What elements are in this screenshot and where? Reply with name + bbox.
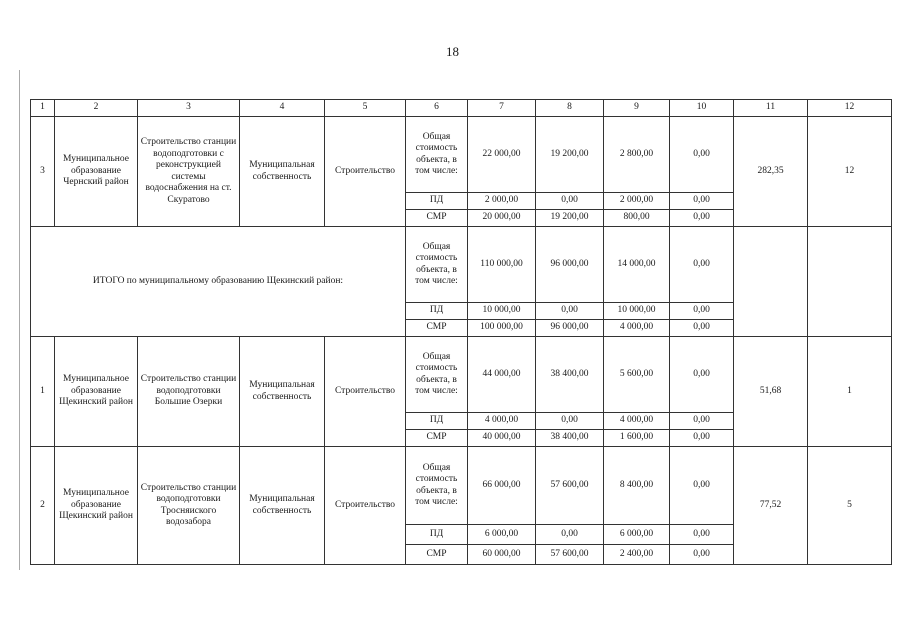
- value-cell: 0,00: [670, 430, 734, 447]
- smr-label: СМР: [406, 545, 468, 565]
- value-cell: 4 000,00: [604, 413, 670, 430]
- row-number: 3: [31, 117, 55, 227]
- header-cell: 9: [604, 100, 670, 117]
- value-cell: 5 600,00: [604, 337, 670, 413]
- value-cell: 0,00: [670, 545, 734, 565]
- municipality-cell: Муниципальное образование Щекинский район: [55, 337, 138, 447]
- value-cell: 10 000,00: [604, 303, 670, 320]
- value-cell: 0,00: [536, 303, 604, 320]
- col12-cell: [808, 227, 892, 337]
- value-cell: 0,00: [536, 525, 604, 545]
- value-cell: 0,00: [670, 210, 734, 227]
- value-cell: 96 000,00: [536, 320, 604, 337]
- value-cell: 0,00: [670, 303, 734, 320]
- header-cell: 5: [325, 100, 406, 117]
- value-cell: 57 600,00: [536, 447, 604, 525]
- value-cell: 19 200,00: [536, 210, 604, 227]
- cost-label: Общая стоимость объекта, в том числе:: [406, 447, 468, 525]
- smr-label: СМР: [406, 320, 468, 337]
- value-cell: 0,00: [536, 193, 604, 210]
- page-number: 18: [446, 44, 459, 59]
- col11-cell: 282,35: [734, 117, 808, 227]
- value-cell: 6 000,00: [604, 525, 670, 545]
- col12-cell: 5: [808, 447, 892, 565]
- value-cell: 14 000,00: [604, 227, 670, 303]
- value-cell: 60 000,00: [468, 545, 536, 565]
- pd-label: ПД: [406, 413, 468, 430]
- header-cell: 7: [468, 100, 536, 117]
- header-cell: 1: [31, 100, 55, 117]
- value-cell: 0,00: [670, 193, 734, 210]
- value-cell: 0,00: [670, 227, 734, 303]
- ownership-cell: Муниципальная собственность: [240, 337, 325, 447]
- cost-label: Общая стоимость объекта, в том числе:: [406, 337, 468, 413]
- value-cell: 4 000,00: [604, 320, 670, 337]
- total-label: ИТОГО по муниципальному образованию Щекинский район:: [31, 227, 406, 337]
- investment-table: [30, 99, 892, 565]
- value-cell: 2 000,00: [468, 193, 536, 210]
- value-cell: 96 000,00: [536, 227, 604, 303]
- table-row: [31, 337, 892, 413]
- smr-label: СМР: [406, 430, 468, 447]
- value-cell: 100 000,00: [468, 320, 536, 337]
- value-cell: 20 000,00: [468, 210, 536, 227]
- pd-label: ПД: [406, 193, 468, 210]
- value-cell: 40 000,00: [468, 430, 536, 447]
- value-cell: 4 000,00: [468, 413, 536, 430]
- header-cell: 11: [734, 100, 808, 117]
- col11-cell: [734, 227, 808, 337]
- pd-label: ПД: [406, 303, 468, 320]
- header-cell: 12: [808, 100, 892, 117]
- value-cell: 800,00: [604, 210, 670, 227]
- object-cell: Строительство станции водоподготовки Большие Озерки: [138, 337, 240, 447]
- value-cell: 57 600,00: [536, 545, 604, 565]
- municipality-cell: Муниципальное образование Чернский район: [55, 117, 138, 227]
- municipality-cell: Муниципальное образование Щекинский район: [55, 447, 138, 565]
- header-cell: 2: [55, 100, 138, 117]
- value-cell: 66 000,00: [468, 447, 536, 525]
- pd-label: ПД: [406, 525, 468, 545]
- ownership-cell: Муниципальная собственность: [240, 447, 325, 565]
- value-cell: 38 400,00: [536, 430, 604, 447]
- value-cell: 19 200,00: [536, 117, 604, 193]
- col11-cell: 77,52: [734, 447, 808, 565]
- value-cell: 0,00: [670, 337, 734, 413]
- value-cell: 38 400,00: [536, 337, 604, 413]
- value-cell: 110 000,00: [468, 227, 536, 303]
- work-type-cell: Строительство: [325, 447, 406, 565]
- header-row: [31, 100, 892, 117]
- smr-label: СМР: [406, 210, 468, 227]
- header-cell: 8: [536, 100, 604, 117]
- ownership-cell: Муниципальная собственность: [240, 117, 325, 227]
- value-cell: 0,00: [670, 525, 734, 545]
- value-cell: 0,00: [670, 447, 734, 525]
- table-row: [31, 117, 892, 193]
- value-cell: 6 000,00: [468, 525, 536, 545]
- value-cell: 22 000,00: [468, 117, 536, 193]
- value-cell: 44 000,00: [468, 337, 536, 413]
- value-cell: 0,00: [670, 117, 734, 193]
- header-cell: 10: [670, 100, 734, 117]
- value-cell: 0,00: [670, 413, 734, 430]
- margin-line: [19, 70, 20, 570]
- value-cell: 1 600,00: [604, 430, 670, 447]
- value-cell: 0,00: [536, 413, 604, 430]
- header-cell: 3: [138, 100, 240, 117]
- table-row: [31, 447, 892, 525]
- object-cell: Строительство станции водоподготовки с реконструкцией системы водоснабжения на ст. Скуратово: [138, 117, 240, 227]
- work-type-cell: Строительство: [325, 117, 406, 227]
- value-cell: 8 400,00: [604, 447, 670, 525]
- col11-cell: 51,68: [734, 337, 808, 447]
- total-row: [31, 227, 892, 303]
- cost-label: Общая стоимость объекта, в том числе:: [406, 227, 468, 303]
- object-cell: Строительство станции водоподготовки Тросняиского водозабора: [138, 447, 240, 565]
- value-cell: 0,00: [670, 320, 734, 337]
- cost-label: Общая стоимость объекта, в том числе:: [406, 117, 468, 193]
- value-cell: 2 000,00: [604, 193, 670, 210]
- value-cell: 2 800,00: [604, 117, 670, 193]
- row-number: 2: [31, 447, 55, 565]
- col12-cell: 12: [808, 117, 892, 227]
- value-cell: 2 400,00: [604, 545, 670, 565]
- value-cell: 10 000,00: [468, 303, 536, 320]
- header-cell: 4: [240, 100, 325, 117]
- work-type-cell: Строительство: [325, 337, 406, 447]
- row-number: 1: [31, 337, 55, 447]
- header-cell: 6: [406, 100, 468, 117]
- col12-cell: 1: [808, 337, 892, 447]
